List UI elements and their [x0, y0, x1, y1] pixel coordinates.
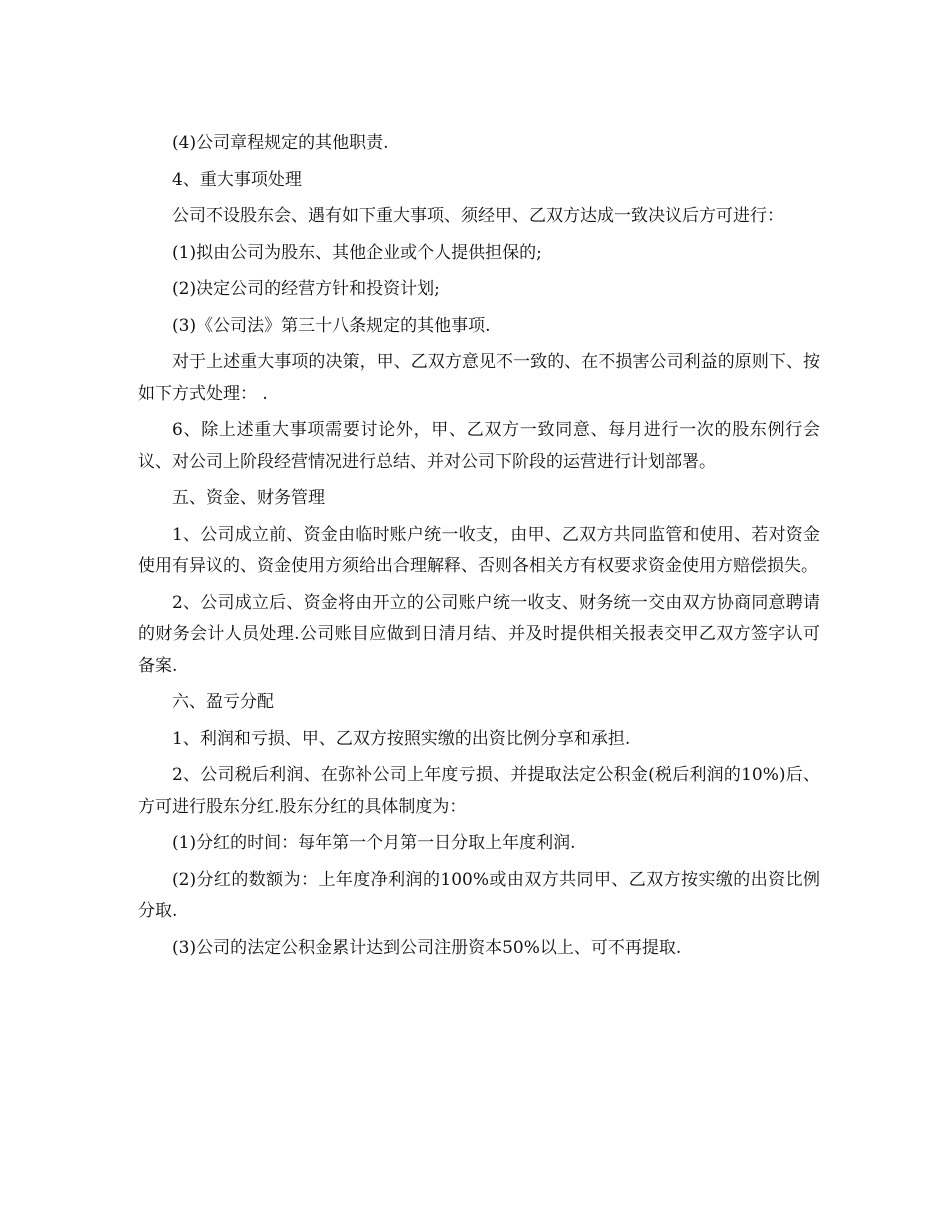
- section-6-profit-loss-heading: 六、盈亏分配: [172, 692, 274, 712]
- major-matter-1-guarantee: (1)拟由公司为股东、其他企业或个人提供担保的;: [172, 242, 542, 263]
- clause-4-4-other-duties: (4)公司章程规定的其他职责.: [172, 133, 389, 153]
- section-4-major-matters-heading: 4、重大事项处理: [172, 169, 302, 190]
- major-matter-2-policy: (2)决定公司的经营方针和投资计划;: [172, 279, 440, 299]
- profit-clause-2-dividend: 2、公司税后利润、在弥补公司上年度亏损、并提取法定公积金(税后利润的10%)后、方可进行股东分红.股东分红的具体制度为：: [138, 765, 820, 817]
- finance-clause-2-after-founding: 2、公司成立后、资金将由开立的公司账户统一收支、财务统一交由双方协商同意聘请的财务会计人员处理.公司账目应做到日清月结、并及时提供相关报表交甲乙双方签字认可备案.: [138, 592, 820, 676]
- major-matters-intro: 公司不设股东会、遇有如下重大事项、须经甲、乙双方达成一致决议后方可进行：: [172, 206, 784, 226]
- dividend-item-2-amount: (2)分红的数额为：上年度净利润的100%或由双方共同甲、乙双方按实缴的出资比例分取.: [138, 869, 820, 921]
- profit-clause-1-sharing: 1、利润和亏损、甲、乙双方按照实缴的出资比例分享和承担.: [172, 728, 631, 749]
- dividend-item-3-reserve: (3)公司的法定公积金累计达到公司注册资本50%以上、可不再提取.: [172, 937, 682, 958]
- section-5-finance-heading: 五、资金、财务管理: [172, 488, 325, 508]
- dividend-item-1-timing: (1)分红的时间：每年第一个月第一日分取上年度利润.: [172, 833, 576, 853]
- clause-6-monthly-meeting: 6、除上述重大事项需要讨论外，甲、乙双方一致同意、每月进行一次的股东例行会议、对公司上阶段经营情况进行总结、并对公司下阶段的运营进行计划部署。: [138, 420, 820, 472]
- major-matter-3-company-law: (3)《公司法》第三十八条规定的其他事项.: [172, 315, 491, 336]
- major-matters-disagreement: 对于上述重大事项的决策，甲、乙双方意见不一致的、在不损害公司利益的原则下、按如下方式处理： .: [138, 352, 820, 404]
- finance-clause-1-before-founding: 1、公司成立前、资金由临时账户统一收支，由甲、乙双方共同监管和使用、若对资金使用有异议的、资金使用方须给出合理解释、否则各相关方有权要求资金使用方赔偿损失。: [138, 524, 820, 576]
